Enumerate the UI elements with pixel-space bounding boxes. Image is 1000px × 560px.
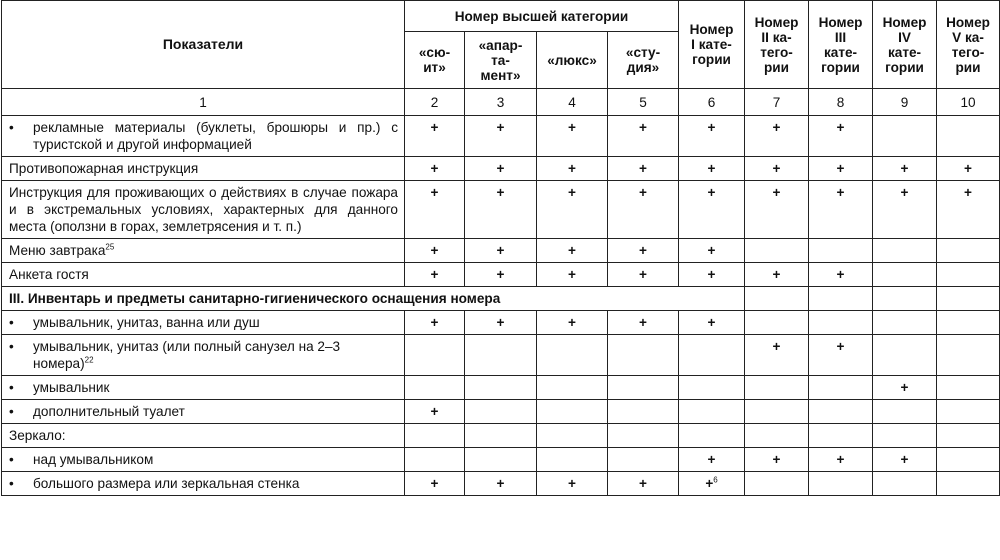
plus-mark: +	[568, 315, 576, 330]
plus-mark: +	[430, 476, 439, 491]
plus-mark: +	[836, 339, 845, 354]
plus-mark: +	[707, 452, 716, 467]
mark-cell-col-6	[679, 181, 745, 239]
mark-cell-col-7	[745, 448, 809, 472]
footnote-ref: 6	[713, 475, 718, 485]
bullet-item	[9, 403, 398, 420]
mark-cell-col-2	[405, 116, 465, 157]
column-number: 8	[809, 89, 873, 116]
plus-mark: +	[772, 339, 781, 354]
plus-mark: +	[772, 120, 781, 135]
mark-cell-col-7	[745, 157, 809, 181]
column-number: 2	[405, 89, 465, 116]
row-label-text: большого размера или зеркальная стенка	[33, 476, 300, 491]
mark-cell-col-5	[608, 263, 679, 287]
mark-cell-col-2	[405, 239, 465, 263]
table-row	[2, 311, 1000, 335]
mark-cell-col-4	[537, 448, 608, 472]
mark-cell-col-7	[745, 376, 809, 400]
row-label-text: умывальник, унитаз, ванна или душ	[33, 315, 260, 330]
mark-cell-col-8	[809, 263, 873, 287]
header-cat3: Номер III кате- гории	[809, 1, 873, 89]
plus-mark: +	[639, 267, 647, 282]
plus-mark: +	[705, 476, 714, 491]
row-label	[2, 400, 405, 424]
row-label-text: Меню завтрака	[9, 243, 106, 258]
mark-cell-col-6	[679, 472, 745, 496]
row-label-text: умывальник	[33, 380, 110, 395]
mark-cell-col-5	[608, 400, 679, 424]
table-header	[2, 1, 1000, 89]
mark-cell-col-8	[809, 116, 873, 157]
mark-cell-col-6	[679, 157, 745, 181]
mark-cell-col-3	[465, 400, 537, 424]
mark-cell-col-4	[537, 263, 608, 287]
mark-cell-col-10	[937, 424, 1000, 448]
column-number: 1	[2, 89, 405, 116]
plus-mark: +	[430, 161, 439, 176]
mark-cell-col-6	[679, 424, 745, 448]
mark-cell-col-7	[745, 400, 809, 424]
column-number: 7	[745, 89, 809, 116]
column-number: 3	[465, 89, 537, 116]
mark-cell-col-5	[608, 157, 679, 181]
mark-cell-col-6	[679, 376, 745, 400]
row-label-text: Анкета гостя	[9, 267, 89, 282]
mark-cell-col-2	[405, 400, 465, 424]
plus-mark: +	[568, 161, 576, 176]
footnote-ref: 22	[84, 355, 94, 365]
mark-cell-col-2	[405, 335, 465, 376]
plus-mark: +	[772, 452, 781, 467]
row-label-text: над умывальником	[33, 452, 154, 467]
plus-mark: +	[496, 185, 505, 200]
row-label	[2, 376, 405, 400]
table-row	[2, 472, 1000, 496]
mark-cell-col-2	[405, 157, 465, 181]
plus-mark: +	[568, 267, 576, 282]
table-row	[2, 424, 1000, 448]
mark-cell-col-3	[465, 181, 537, 239]
mark-cell-col-3	[465, 424, 537, 448]
plus-mark: +	[900, 161, 909, 176]
row-label	[2, 448, 405, 472]
empty-cell	[809, 287, 873, 311]
table-row	[2, 335, 1000, 376]
plus-mark: +	[430, 315, 439, 330]
row-label	[2, 239, 405, 263]
mark-cell-col-10	[937, 400, 1000, 424]
requirements-table	[1, 0, 1000, 496]
mark-cell-col-5	[608, 239, 679, 263]
header-cat5: Номер V ка- тего- рии	[937, 1, 1000, 89]
mark-cell-col-9	[873, 335, 937, 376]
row-text	[9, 427, 398, 444]
mark-cell-col-3	[465, 472, 537, 496]
plus-mark: +	[568, 476, 576, 491]
row-label-text: рекламные материалы (буклеты, брошюры и пр.) с туристской и другой информацией	[33, 120, 398, 152]
plus-mark: +	[836, 267, 845, 282]
mark-cell-col-7	[745, 263, 809, 287]
mark-cell-col-10	[937, 239, 1000, 263]
plus-mark: +	[430, 185, 439, 200]
row-label	[2, 157, 405, 181]
mark-cell-col-4	[537, 335, 608, 376]
row-label	[2, 181, 405, 239]
plus-mark: +	[639, 120, 647, 135]
table-row	[2, 239, 1000, 263]
header-lux: «люкс»	[537, 32, 608, 89]
mark-cell-col-10	[937, 157, 1000, 181]
mark-cell-col-6	[679, 335, 745, 376]
mark-cell-col-10	[937, 448, 1000, 472]
mark-cell-col-5	[608, 472, 679, 496]
header-indicators: Показатели	[2, 1, 405, 89]
plus-mark: +	[707, 185, 716, 200]
row-label	[2, 116, 405, 157]
mark-cell-col-9	[873, 448, 937, 472]
mark-cell-col-9	[873, 181, 937, 239]
mark-cell-col-5	[608, 181, 679, 239]
mark-cell-col-8	[809, 335, 873, 376]
footnote-ref: 25	[105, 242, 115, 252]
row-text	[9, 266, 398, 283]
plus-mark: +	[639, 315, 647, 330]
mark-cell-col-4	[537, 376, 608, 400]
plus-mark: +	[496, 267, 505, 282]
mark-cell-col-10	[937, 116, 1000, 157]
row-label	[2, 263, 405, 287]
plus-mark: +	[639, 161, 647, 176]
mark-cell-col-10	[937, 263, 1000, 287]
column-number: 9	[873, 89, 937, 116]
plus-mark: +	[772, 267, 781, 282]
bullet-item	[9, 475, 398, 492]
mark-cell-col-6	[679, 400, 745, 424]
mark-cell-col-3	[465, 157, 537, 181]
header-cat1: Номер I кате- гории	[679, 1, 745, 89]
mark-cell-col-8	[809, 400, 873, 424]
mark-cell-col-4	[537, 157, 608, 181]
mark-cell-col-8	[809, 448, 873, 472]
plus-mark: +	[430, 120, 439, 135]
mark-cell-col-2	[405, 448, 465, 472]
mark-cell-col-3	[465, 116, 537, 157]
plus-mark: +	[568, 185, 576, 200]
mark-cell-col-4	[537, 239, 608, 263]
mark-cell-col-8	[809, 239, 873, 263]
mark-cell-col-3	[465, 263, 537, 287]
mark-cell-col-9	[873, 157, 937, 181]
mark-cell-col-8	[809, 472, 873, 496]
plus-mark: +	[430, 404, 439, 419]
mark-cell-col-2	[405, 424, 465, 448]
mark-cell-col-6	[679, 239, 745, 263]
mark-cell-col-5	[608, 335, 679, 376]
mark-cell-col-8	[809, 376, 873, 400]
plus-mark: +	[707, 161, 716, 176]
mark-cell-col-9	[873, 239, 937, 263]
section-title: III. Инвентарь и предметы санитарно-гигиенического оснащения номера	[2, 287, 745, 311]
row-label-text: Инструкция для проживающих о действиях в случае пожара и в экстремальных условиях, характерных для данного места (оползни в горах, землетрясения и т. п.)	[9, 185, 398, 234]
mark-cell-col-5	[608, 448, 679, 472]
plus-mark: +	[639, 243, 647, 258]
row-label	[2, 472, 405, 496]
bullet-item	[9, 379, 398, 396]
mark-cell-col-4	[537, 472, 608, 496]
mark-cell-col-6	[679, 263, 745, 287]
column-number-row	[2, 89, 1000, 116]
mark-cell-col-10	[937, 376, 1000, 400]
bullet-item	[9, 314, 398, 331]
row-label	[2, 311, 405, 335]
plus-mark: +	[964, 185, 972, 200]
plus-mark: +	[496, 476, 505, 491]
plus-mark: +	[496, 120, 505, 135]
table-row	[2, 263, 1000, 287]
mark-cell-col-10	[937, 181, 1000, 239]
plus-mark: +	[568, 243, 576, 258]
mark-cell-col-6	[679, 311, 745, 335]
mark-cell-col-8	[809, 424, 873, 448]
mark-cell-col-3	[465, 335, 537, 376]
mark-cell-col-10	[937, 335, 1000, 376]
mark-cell-col-5	[608, 116, 679, 157]
mark-cell-col-5	[608, 311, 679, 335]
mark-cell-col-3	[465, 376, 537, 400]
mark-cell-col-8	[809, 311, 873, 335]
mark-cell-col-2	[405, 311, 465, 335]
mark-cell-col-8	[809, 157, 873, 181]
plus-mark: +	[430, 267, 439, 282]
mark-cell-col-4	[537, 116, 608, 157]
plus-mark: +	[568, 120, 576, 135]
plus-mark: +	[900, 185, 909, 200]
header-suite: «сю- ит»	[405, 32, 465, 89]
mark-cell-col-3	[465, 239, 537, 263]
mark-cell-col-9	[873, 472, 937, 496]
column-number: 4	[537, 89, 608, 116]
row-text	[9, 160, 398, 177]
row-text	[9, 242, 398, 259]
column-number: 5	[608, 89, 679, 116]
mark-cell-col-7	[745, 116, 809, 157]
mark-cell-col-9	[873, 400, 937, 424]
row-label-text: дополнительный туалет	[33, 404, 185, 419]
plus-mark: +	[836, 120, 845, 135]
section-row	[2, 287, 1000, 311]
plus-mark: +	[772, 161, 781, 176]
mark-cell-col-4	[537, 181, 608, 239]
mark-cell-col-6	[679, 116, 745, 157]
table-body	[2, 89, 1000, 496]
mark-cell-col-7	[745, 181, 809, 239]
mark-cell-col-2	[405, 472, 465, 496]
row-label	[2, 335, 405, 376]
row-text	[9, 184, 398, 235]
row-label	[2, 424, 405, 448]
plus-mark: +	[707, 315, 716, 330]
header-cat2: Номер II ка- тего- рии	[745, 1, 809, 89]
plus-mark: +	[900, 452, 909, 467]
plus-mark: +	[836, 185, 845, 200]
table-row	[2, 448, 1000, 472]
plus-mark: +	[707, 120, 716, 135]
mark-cell-col-7	[745, 472, 809, 496]
mark-cell-col-3	[465, 311, 537, 335]
mark-cell-col-4	[537, 400, 608, 424]
plus-mark: +	[496, 243, 505, 258]
plus-mark: +	[639, 476, 647, 491]
table-row	[2, 157, 1000, 181]
mark-cell-col-7	[745, 311, 809, 335]
mark-cell-col-3	[465, 448, 537, 472]
mark-cell-col-6	[679, 448, 745, 472]
plus-mark: +	[707, 243, 716, 258]
table-row	[2, 400, 1000, 424]
mark-cell-col-5	[608, 424, 679, 448]
mark-cell-col-2	[405, 376, 465, 400]
plus-mark: +	[836, 452, 845, 467]
plus-mark: +	[836, 161, 845, 176]
plus-mark: +	[964, 161, 972, 176]
mark-cell-col-9	[873, 311, 937, 335]
mark-cell-col-4	[537, 311, 608, 335]
header-studio: «сту- дия»	[608, 32, 679, 89]
table-row	[2, 116, 1000, 157]
mark-cell-col-9	[873, 376, 937, 400]
empty-cell	[745, 287, 809, 311]
row-label-text: Противопожарная инструкция	[9, 161, 199, 176]
row-label-text: Зеркало:	[9, 428, 66, 443]
mark-cell-col-2	[405, 263, 465, 287]
column-number: 10	[937, 89, 1000, 116]
plus-mark: +	[430, 243, 439, 258]
mark-cell-col-9	[873, 424, 937, 448]
mark-cell-col-10	[937, 311, 1000, 335]
mark-cell-col-9	[873, 263, 937, 287]
header-highest-category: Номер высшей категории	[405, 1, 679, 32]
table-row	[2, 181, 1000, 239]
mark-cell-col-10	[937, 472, 1000, 496]
mark-cell-col-7	[745, 424, 809, 448]
plus-mark: +	[496, 315, 505, 330]
plus-mark: +	[772, 185, 781, 200]
table-row	[2, 376, 1000, 400]
mark-cell-col-8	[809, 181, 873, 239]
row-label-text: умывальник, унитаз (или полный санузел на 2–3 номера)	[33, 339, 341, 371]
mark-cell-col-5	[608, 376, 679, 400]
plus-mark: +	[496, 161, 505, 176]
bullet-item	[9, 451, 398, 468]
column-number: 6	[679, 89, 745, 116]
mark-cell-col-4	[537, 424, 608, 448]
empty-cell	[873, 287, 937, 311]
plus-mark: +	[639, 185, 647, 200]
mark-cell-col-2	[405, 181, 465, 239]
header-cat4: Номер IV кате- гории	[873, 1, 937, 89]
bullet-item	[9, 338, 398, 372]
header-apartment: «апар- та- мент»	[465, 32, 537, 89]
plus-mark: +	[900, 380, 909, 395]
bullet-item	[9, 119, 398, 153]
empty-cell	[937, 287, 1000, 311]
mark-cell-col-7	[745, 239, 809, 263]
mark-cell-col-9	[873, 116, 937, 157]
mark-cell-col-7	[745, 335, 809, 376]
plus-mark: +	[707, 267, 716, 282]
